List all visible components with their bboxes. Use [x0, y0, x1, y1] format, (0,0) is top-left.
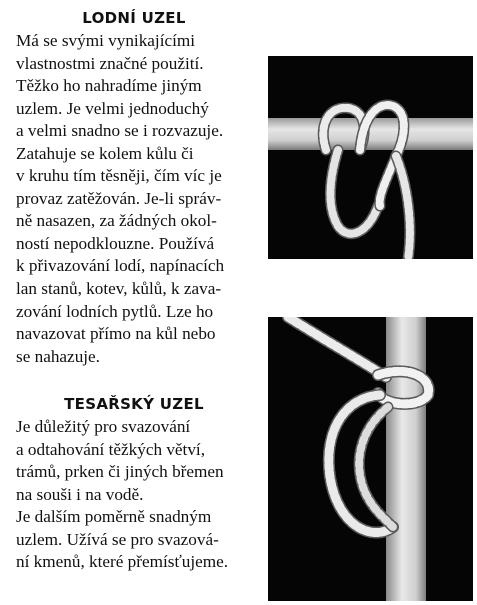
paragraph-tesarsky-uzel-2: Je dalším poměrně snadným uzlem. Užívá se pro svazová- ní kmenů, které přemísťujeme. [16, 507, 229, 572]
clove-hitch-photo [268, 56, 473, 259]
heading-tesarsky-uzel: TESAŘSKÝ UZEL [64, 395, 204, 414]
pole [386, 317, 426, 601]
paragraph-lodni-uzel: Má se svými vynikajícími vlastnostmi značné použití. Těžko ho nahradíme jiným uzlem. Je velmi jednoduchý a velmi snadno se i rozvazuje. Zatahuje se kolem kůlu či v kruhu tím těsněji, čím víc je provaz zatěžován. Je-li správ- ně nasazen, za žádných okol- ností nepodklouzne. Používá k přivazování lodí, napínacích lan stanů, kotev, kůlů, k zava- zování lodních pytlů. Lze ho navazovat přímo na kůl nebo se nahazuje. [16, 31, 225, 366]
timber-hitch-photo [268, 317, 473, 601]
clove-hitch-illustration [268, 56, 473, 259]
timber-hitch-illustration [268, 317, 473, 601]
heading-lodni-uzel: LODNÍ UZEL [82, 9, 186, 27]
paragraph-tesarsky-uzel-1: Je důležitý pro svazování a odtahování těžkých větví, trámů, prken či jiných břemen na souši i na vodě. [16, 417, 224, 504]
text-column [16, 6, 252, 574]
